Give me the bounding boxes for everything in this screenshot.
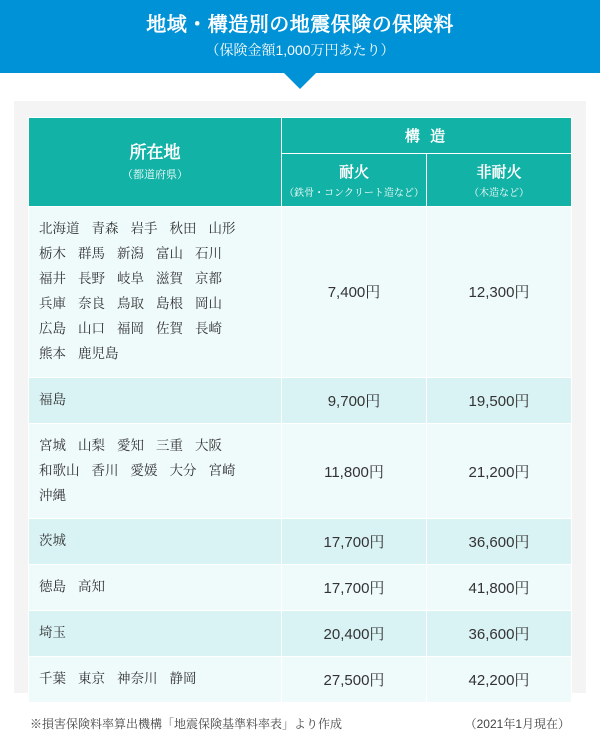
content-panel: [14, 101, 586, 732]
area-name-group: [39, 434, 271, 509]
page-header: [0, 0, 600, 73]
footnote: [28, 715, 572, 732]
area-name: 大阪: [195, 437, 222, 453]
area-name: 秋田: [169, 220, 197, 236]
area-name: 東京: [78, 671, 105, 687]
area-name: 奈良: [78, 295, 105, 311]
cell-nonfireproof-price: 21,200円: [427, 423, 572, 519]
area-name: 京都: [195, 270, 222, 286]
area-name: 長野: [78, 270, 105, 286]
column-header-nonfireproof-sub: （木造など）: [469, 187, 529, 199]
insurance-rate-table: [28, 117, 572, 704]
cell-fireproof-price: 11,800円: [282, 423, 427, 519]
area-name: 鳥取: [117, 295, 144, 311]
area-name: 北海道: [39, 220, 80, 236]
area-name-group: [39, 529, 271, 554]
cell-fireproof-price: 17,700円: [282, 565, 427, 611]
area-name: 岡山: [195, 295, 222, 311]
table-row: [29, 565, 572, 611]
area-name: 栃木: [39, 245, 66, 261]
area-name: 熊本: [39, 345, 66, 361]
table-body: [29, 206, 572, 703]
area-name: 和歌山: [39, 462, 80, 478]
column-header-nonfireproof: [427, 153, 572, 206]
cell-nonfireproof-price: 12,300円: [427, 206, 572, 377]
column-header-area-sub: （都道府県）: [122, 168, 188, 181]
cell-area-list: [29, 423, 282, 519]
area-name: 富山: [156, 245, 183, 261]
footnote-date: （2021年1月現在）: [464, 717, 570, 732]
page-subtitle: （保険金額1,000万円あたり）: [205, 42, 395, 58]
arrow-down-icon: [283, 72, 317, 89]
area-name: 千葉: [39, 671, 66, 687]
area-name: 宮城: [39, 437, 66, 453]
area-name: 静岡: [169, 671, 197, 687]
cell-fireproof-price: 9,700円: [282, 377, 427, 423]
area-name: 神奈川: [117, 671, 158, 687]
area-name-group: [39, 621, 271, 646]
column-header-area-main: 所在地: [129, 142, 181, 162]
area-name-group: [39, 388, 271, 413]
area-name: 新潟: [117, 245, 144, 261]
area-name-group: [39, 575, 271, 600]
area-name: 島根: [156, 295, 183, 311]
cell-area-list: [29, 519, 282, 565]
cell-area-list: [29, 657, 282, 703]
area-name: 山梨: [78, 437, 105, 453]
cell-fireproof-price: 17,700円: [282, 519, 427, 565]
area-name: 山形: [208, 220, 236, 236]
area-name: 愛媛: [130, 462, 158, 478]
page-title: 地域・構造別の地震保険の保険料: [146, 14, 454, 36]
area-name: 埼玉: [39, 625, 66, 641]
cell-area-list: [29, 611, 282, 657]
table-row: [29, 519, 572, 565]
area-name: 滋賀: [156, 270, 183, 286]
table-row: [29, 423, 572, 519]
cell-fireproof-price: 20,400円: [282, 611, 427, 657]
area-name: 茨城: [39, 533, 66, 549]
area-name-group: [39, 667, 271, 692]
column-header-area: [29, 117, 282, 206]
area-name: 大分: [169, 462, 197, 478]
cell-area-list: [29, 377, 282, 423]
area-name: 徳島: [39, 579, 66, 595]
cell-nonfireproof-price: 41,800円: [427, 565, 572, 611]
column-header-nonfireproof-main: 非耐火: [476, 163, 522, 181]
area-name: 鹿児島: [78, 345, 119, 361]
table-row: [29, 611, 572, 657]
area-name: 佐賀: [156, 320, 183, 336]
cell-area-list: [29, 565, 282, 611]
area-name: 高知: [78, 579, 105, 595]
table-row: [29, 377, 572, 423]
area-name: 群馬: [78, 245, 105, 261]
area-name: 福島: [39, 391, 66, 407]
area-name: 香川: [91, 462, 119, 478]
area-name: 愛知: [117, 437, 144, 453]
area-name: 広島: [39, 320, 66, 336]
area-name: 青森: [91, 220, 119, 236]
area-name: 沖縄: [39, 487, 66, 503]
table-header-row-1: [29, 117, 572, 153]
column-header-structure: 構 造: [282, 117, 572, 153]
area-name: 兵庫: [39, 295, 66, 311]
area-name: 福岡: [117, 320, 144, 336]
column-header-fireproof: [282, 153, 427, 206]
cell-nonfireproof-price: 36,600円: [427, 519, 572, 565]
area-name: 三重: [156, 437, 183, 453]
area-name: 岩手: [130, 220, 158, 236]
footnote-source: ※損害保険料率算出機構「地震保険基準料率表」より作成: [30, 717, 343, 732]
table-head: [29, 117, 572, 206]
area-name: 山口: [78, 320, 105, 336]
column-header-fireproof-main: 耐火: [338, 163, 369, 181]
area-name: 岐阜: [117, 270, 144, 286]
column-header-fireproof-sub: （鉄骨・コンクリート造など）: [284, 187, 424, 199]
area-name: 石川: [195, 245, 222, 261]
area-name: 福井: [39, 270, 66, 286]
area-name: 長崎: [195, 320, 222, 336]
area-name: 宮崎: [208, 462, 236, 478]
cell-nonfireproof-price: 19,500円: [427, 377, 572, 423]
area-name-group: [39, 217, 271, 367]
cell-fireproof-price: 27,500円: [282, 657, 427, 703]
table-row: [29, 206, 572, 377]
cell-nonfireproof-price: 42,200円: [427, 657, 572, 703]
cell-fireproof-price: 7,400円: [282, 206, 427, 377]
table-row: [29, 657, 572, 703]
cell-area-list: [29, 206, 282, 377]
cell-nonfireproof-price: 36,600円: [427, 611, 572, 657]
